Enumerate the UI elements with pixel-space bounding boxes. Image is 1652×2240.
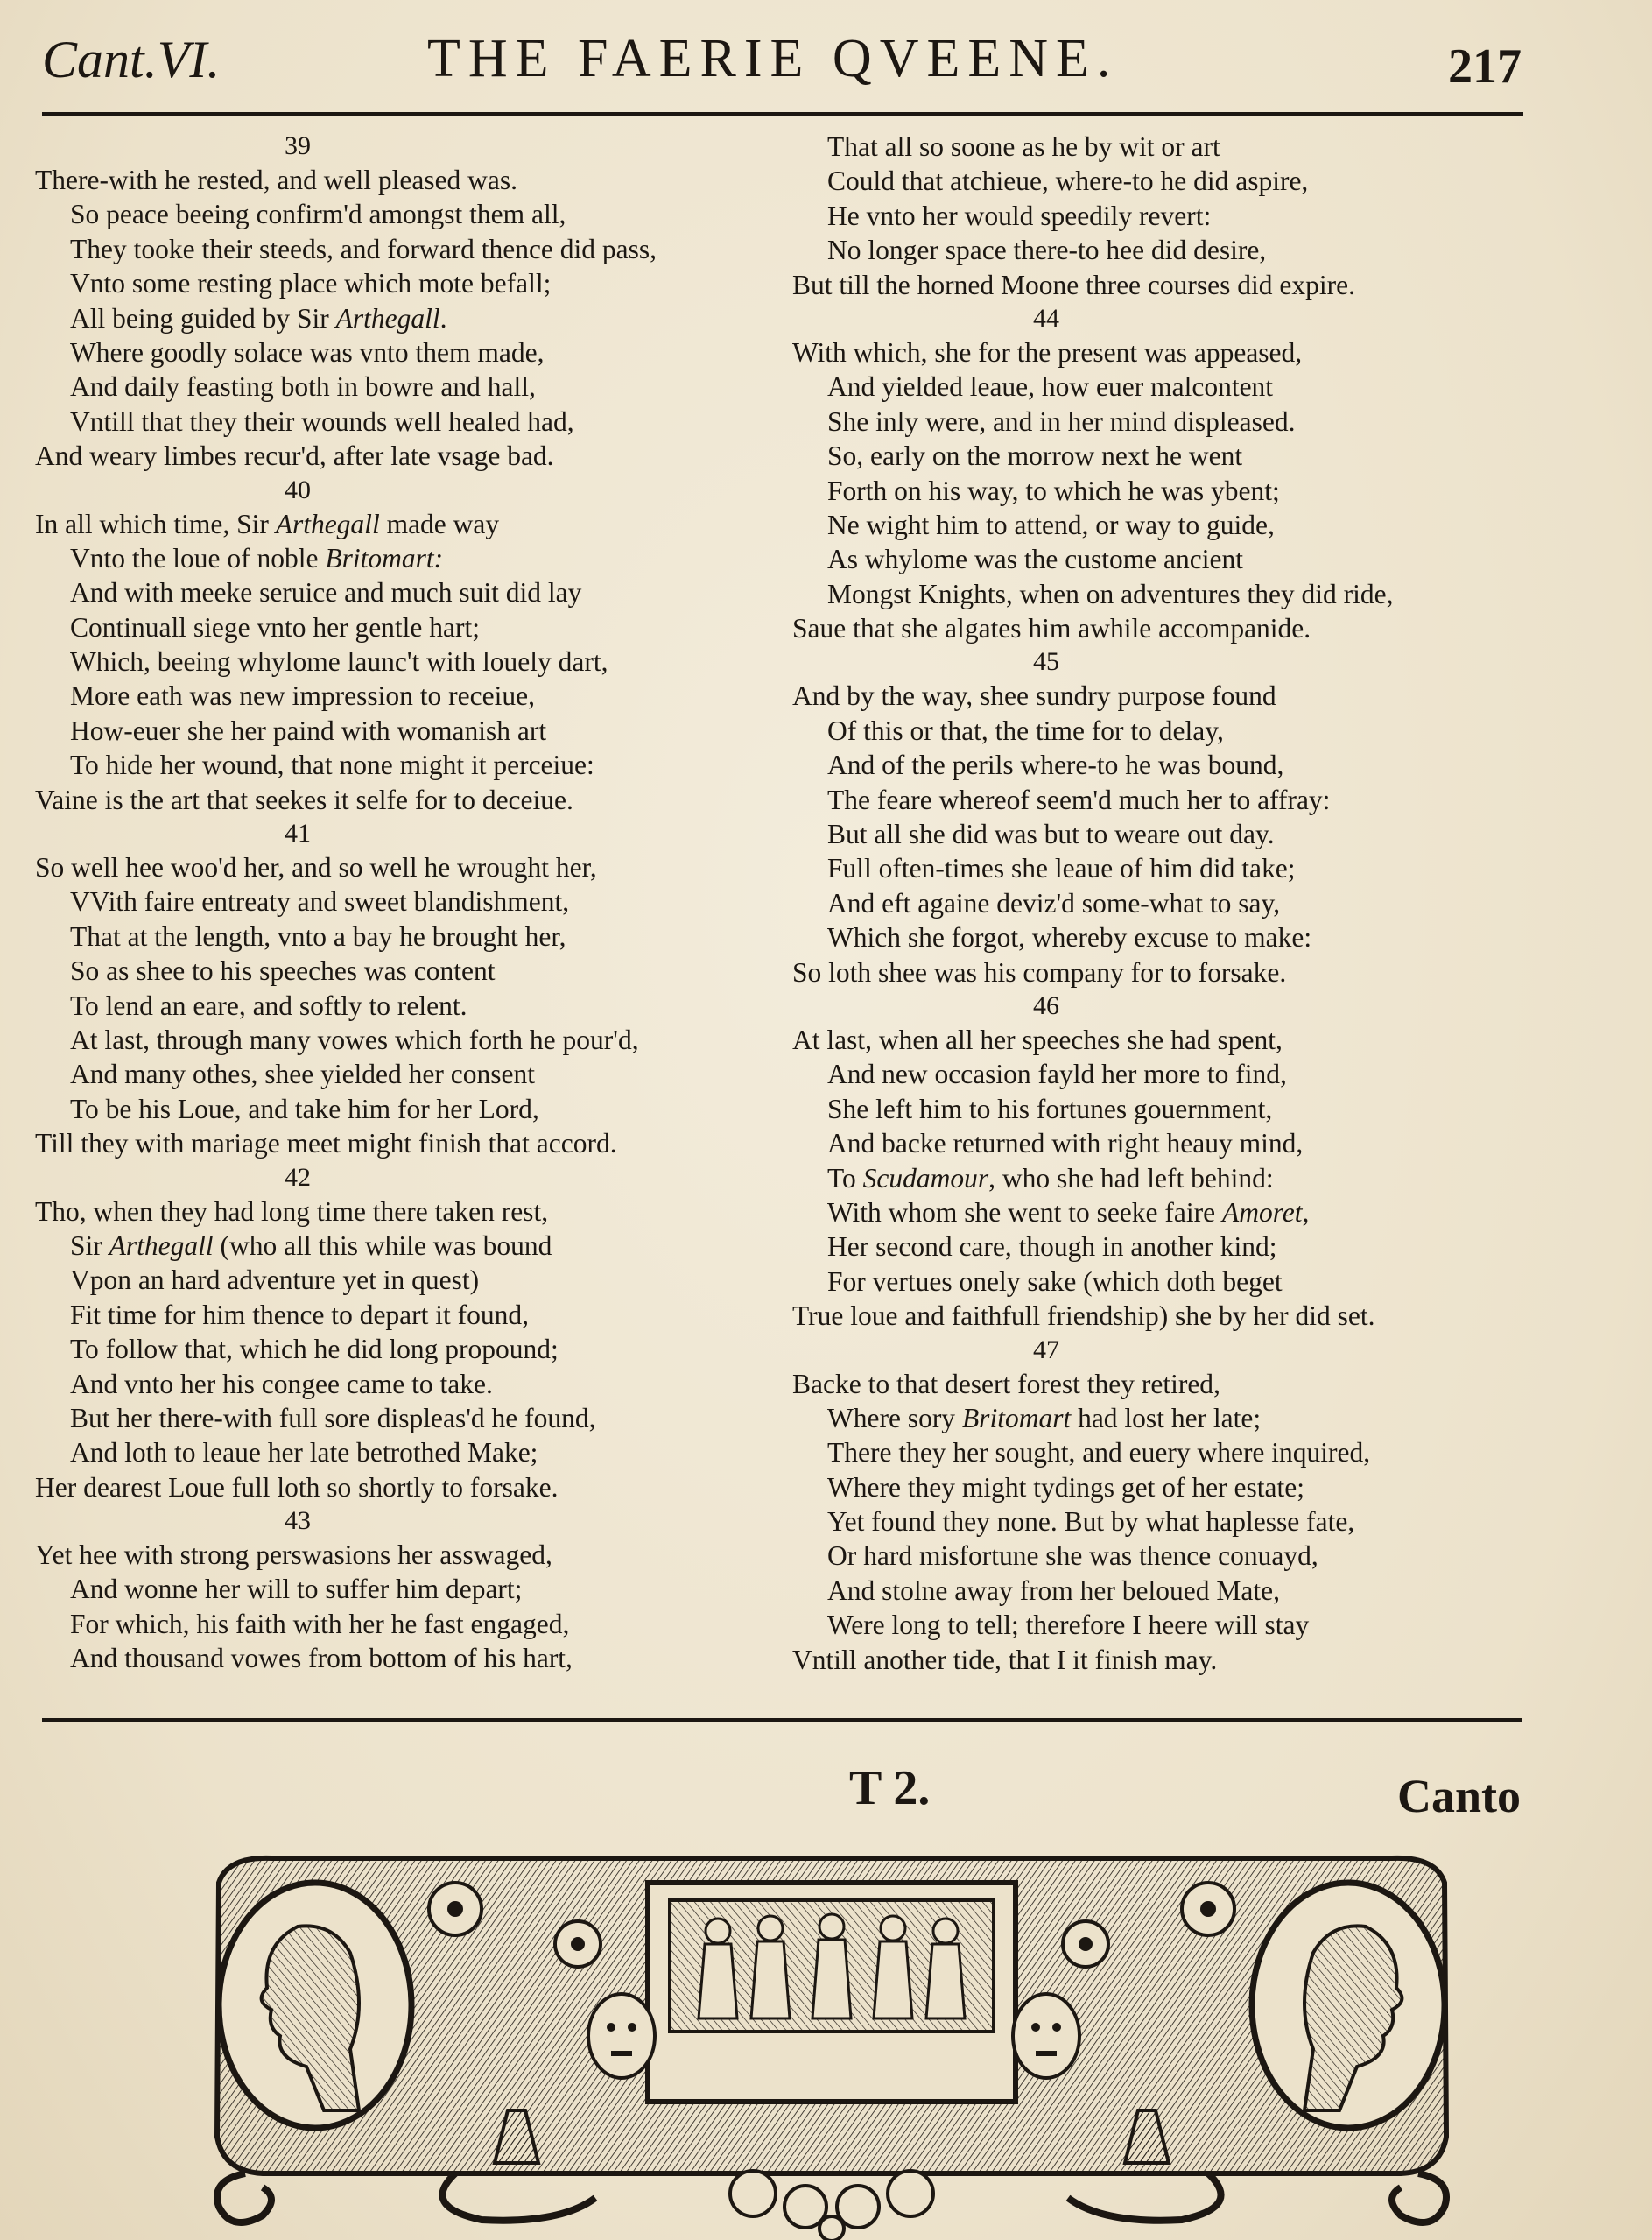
verse-line	[792, 405, 1545, 439]
page-number: 217	[1448, 39, 1522, 94]
verse-line	[792, 370, 1545, 404]
verse-text: Vntill that they their wounds well healed had,	[70, 405, 574, 437]
verse-line	[35, 1057, 788, 1091]
verse-line	[792, 439, 1545, 473]
verse-text: VVith faire entreaty and sweet blandishment,	[70, 886, 570, 918]
verse-line	[792, 1299, 1545, 1333]
verse-line	[35, 335, 788, 370]
verse-text: But her there-with full sore displeas'd he found,	[70, 1402, 596, 1433]
verse-text: Ne wight him to attend, or way to guide,	[827, 509, 1275, 540]
verse-text: To	[827, 1162, 863, 1194]
verse-text: At last, through many vowes which forth he pour'd,	[70, 1024, 639, 1055]
verse-line	[35, 989, 788, 1023]
catchword: Canto	[1396, 1770, 1521, 1822]
verse-text: To hide her wound, that none might it perceiue:	[70, 750, 594, 781]
verse-text: Where sory	[827, 1402, 962, 1433]
stanza-number: 45	[1033, 647, 1059, 677]
verse-line	[35, 1023, 788, 1057]
verse-line	[35, 1470, 788, 1504]
verse-text: And by the way, shee sundry purpose found	[792, 680, 1276, 712]
verse-line	[792, 955, 1545, 990]
verse-text: Vpon an hard adventure yet in quest)	[70, 1264, 480, 1296]
verse-text: That all so soone as he by wit or art	[827, 131, 1220, 162]
verse-text: Tho, when they had long time there taken rest,	[35, 1195, 549, 1227]
verse-line	[792, 886, 1545, 920]
verse-line	[35, 370, 788, 404]
verse-text: Yet found they none. But by what haplesse fate,	[827, 1506, 1355, 1538]
verse-text: The feare whereof seem'd much her to affray:	[827, 784, 1331, 815]
verse-line	[792, 1126, 1545, 1160]
verse-line	[35, 679, 788, 713]
verse-text: .	[439, 302, 447, 334]
verse-line	[792, 783, 1545, 817]
verse-text: Mongst Knights, when on adventures they did ride,	[827, 578, 1394, 609]
verse-text: And weary limbes recur'd, after late vsage bad.	[35, 440, 554, 472]
right-text-column	[792, 130, 1545, 1677]
proper-name: Scudamour	[862, 1162, 989, 1194]
woodcut-ornament-icon	[193, 1848, 1471, 2240]
verse-line	[35, 1229, 788, 1263]
verse-text: And loth to leaue her late betrothed Make;	[70, 1437, 538, 1469]
verse-text: He vnto her would speedily revert:	[827, 200, 1212, 231]
verse-text: At last, when all her speeches she had spent,	[792, 1024, 1283, 1055]
verse-text: And of the perils where-to he was bound,	[827, 750, 1284, 781]
verse-line	[35, 197, 788, 231]
verse-line	[792, 1435, 1545, 1469]
stanza-number: 47	[1033, 1335, 1059, 1364]
verse-text: had lost her late;	[1071, 1402, 1262, 1433]
verse-line	[35, 266, 788, 300]
verse-text: They tooke their steeds, and forward thence did pass,	[70, 233, 657, 264]
verse-text: Could that atchieue, where-to he did aspire,	[827, 166, 1309, 197]
proper-name: Arthegall	[275, 508, 380, 539]
verse-text: There-with he rested, and well pleased was.	[35, 165, 518, 195]
verse-line	[792, 474, 1545, 508]
verse-text: made way	[379, 508, 500, 539]
verse-line	[35, 1641, 788, 1675]
verse-line	[792, 268, 1545, 302]
verse-text: And new occasion fayld her more to find,	[827, 1059, 1287, 1090]
left-text-column	[35, 130, 788, 1676]
verse-text: So as shee to his speeches was content	[70, 955, 496, 987]
verse-line	[792, 851, 1545, 885]
verse-line	[35, 1263, 788, 1297]
verse-text: Saue that she algates him awhile accompanide.	[792, 613, 1311, 645]
verse-line	[35, 919, 788, 954]
verse-text: And with meeke seruice and much suit did lay	[70, 577, 582, 609]
verse-text: And wonne her will to suffer him depart;	[70, 1574, 523, 1605]
verse-text: Where goodly solace was vnto them made,	[70, 336, 545, 368]
verse-text: No longer space there-to hee did desire,	[827, 235, 1267, 266]
book-title: THE FAERIE QVEENE.	[427, 29, 1119, 88]
verse-text: More eath was new impression to receiue,	[70, 680, 535, 712]
verse-line	[792, 1574, 1545, 1608]
verse-line	[35, 405, 788, 439]
running-head	[42, 25, 1522, 103]
verse-line	[792, 1643, 1545, 1677]
verse-line	[792, 1470, 1545, 1504]
verse-text: To follow that, which he did long propound;	[70, 1334, 559, 1365]
verse-text: So loth shee was his company for to forsake.	[792, 956, 1287, 988]
verse-text: She inly were, and in her mind displeased.	[827, 405, 1296, 437]
stanza-number: 40	[285, 475, 311, 504]
section-rule	[42, 1718, 1522, 1722]
verse-text: (who all this while was bound	[213, 1229, 552, 1261]
verse-text: Vaine is the art that seekes it selfe for to deceiue.	[35, 784, 573, 815]
proper-name: Britomart	[961, 1402, 1072, 1433]
verse-text: And many othes, shee yielded her consent	[70, 1059, 535, 1090]
verse-line	[35, 301, 788, 335]
verse-text: Which she forgot, whereby excuse to make:	[827, 922, 1312, 954]
verse-text: All being guided by Sir	[70, 302, 336, 334]
verse-text: True loue and faithfull friendship) she by her did set.	[792, 1300, 1375, 1332]
verse-text: Backe to that desert forest they retired,	[792, 1368, 1220, 1399]
verse-text: Her dearest Loue full loth so shortly to forsake.	[35, 1471, 559, 1503]
verse-text: And thousand vowes from bottom of his hart,	[70, 1643, 573, 1674]
verse-line	[792, 1401, 1545, 1435]
verse-text: How-euer she her paind with womanish art	[70, 715, 547, 746]
verse-line	[792, 1504, 1545, 1539]
verse-line	[35, 1435, 788, 1469]
verse-text: But all she did was but to weare out day.	[827, 819, 1275, 850]
verse-line	[792, 508, 1545, 542]
verse-text: So peace beeing confirm'd amongst them all,	[70, 199, 566, 230]
verse-line	[35, 748, 788, 782]
verse-line	[35, 1298, 788, 1332]
verse-text: Which, beeing whylome launc't with louely dart,	[70, 646, 608, 678]
verse-text: And backe returned with right heauy mind,	[827, 1128, 1304, 1159]
verse-text: She left him to his fortunes gouernment,	[827, 1093, 1273, 1124]
verse-text: With which, she for the present was appeased,	[792, 336, 1303, 368]
proper-name: Arthegall	[109, 1229, 214, 1261]
verse-line	[792, 199, 1545, 233]
verse-text: But till the horned Moone three courses did expire.	[792, 269, 1355, 300]
verse-line	[35, 1126, 788, 1160]
verse-text: And daily feasting both in bowre and hall,	[70, 371, 536, 403]
verse-line	[792, 920, 1545, 954]
verse-text: With whom she went to seeke faire	[827, 1196, 1222, 1228]
verse-line	[792, 1608, 1545, 1642]
verse-line	[792, 817, 1545, 851]
verse-text: Her second care, though in another kind;	[827, 1231, 1277, 1263]
verse-line	[35, 1401, 788, 1435]
verse-text: To be his Loue, and take him for her Lord,	[70, 1093, 539, 1124]
verse-line	[35, 163, 788, 197]
verse-line	[792, 233, 1545, 267]
verse-line	[35, 954, 788, 988]
stanza-number: 39	[285, 131, 311, 160]
verse-line	[792, 542, 1545, 576]
verse-line	[35, 575, 788, 609]
verse-line	[35, 232, 788, 266]
verse-text: For vertues onely sake (which doth beget	[827, 1265, 1283, 1297]
verse-line	[35, 850, 788, 884]
verse-text: There they her sought, and euery where inquired,	[827, 1437, 1371, 1469]
verse-text: In all which time, Sir	[35, 508, 276, 539]
verse-line	[792, 577, 1545, 611]
verse-line	[792, 1092, 1545, 1126]
verse-text: Vnto some resting place which mote befall;	[70, 268, 552, 299]
stanza-number: 42	[285, 1162, 311, 1192]
verse-line	[35, 884, 788, 919]
verse-line	[792, 335, 1545, 370]
verse-line	[792, 130, 1545, 164]
verse-text: Forth on his way, to which he was ybent;	[827, 475, 1280, 506]
verse-text: Full often-times she leaue of him did take;	[827, 853, 1296, 884]
verse-line	[35, 1092, 788, 1126]
verse-text: For which, his faith with her he fast engaged,	[70, 1608, 570, 1639]
verse-line	[792, 1195, 1545, 1229]
verse-text: And yielded leaue, how euer malcontent	[827, 371, 1274, 403]
verse-line	[792, 1161, 1545, 1195]
verse-line	[792, 1367, 1545, 1401]
signature-mark: T 2.	[849, 1761, 931, 1815]
verse-line	[35, 507, 788, 541]
verse-text: So well hee woo'd her, and so well he wrought her,	[35, 852, 597, 884]
verse-text: And vnto her his congee came to take.	[70, 1368, 493, 1399]
verse-text: So, early on the morrow next he went	[827, 440, 1243, 472]
stanza-number: 46	[1033, 990, 1059, 1020]
verse-text: ,	[1302, 1196, 1310, 1228]
verse-text: That at the length, vnto a bay he brought her,	[70, 920, 566, 952]
verse-text: Of this or that, the time for to delay,	[827, 715, 1224, 746]
verse-text: And eft againe deviz'd some-what to say,	[827, 887, 1281, 919]
verse-text: Sir	[70, 1229, 109, 1261]
verse-line	[792, 164, 1545, 198]
verse-line	[792, 1229, 1545, 1264]
verse-line	[35, 783, 788, 817]
verse-line	[35, 645, 788, 679]
verse-line	[35, 439, 788, 473]
verse-text: To lend an eare, and softly to relent.	[70, 990, 467, 1021]
verse-line	[35, 1538, 788, 1572]
verse-text: Till they with mariage meet might finish that accord.	[35, 1128, 617, 1159]
stanza-number: 44	[1033, 303, 1059, 333]
proper-name: Amoret	[1221, 1196, 1303, 1228]
canto-label: Cant.VI.	[42, 31, 221, 88]
verse-line	[35, 1367, 788, 1401]
verse-line	[35, 1572, 788, 1606]
verse-text: Where they might tydings get of her estate;	[827, 1471, 1304, 1503]
verse-line	[792, 714, 1545, 748]
verse-text: Vntill another tide, that I it finish may.	[792, 1644, 1218, 1675]
verse-line	[792, 1023, 1545, 1057]
proper-name: Arthegall	[335, 302, 440, 334]
verse-line	[792, 1057, 1545, 1091]
verse-text: , who she had left behind:	[988, 1162, 1274, 1194]
stanza-number: 43	[285, 1506, 311, 1536]
verse-text: Were long to tell; therefore I heere will stay	[827, 1610, 1310, 1641]
verse-text: Or hard misfortune she was thence conuayd,	[827, 1540, 1318, 1572]
verse-line	[35, 541, 788, 575]
verse-line	[35, 1607, 788, 1641]
verse-text: Fit time for him thence to depart it found,	[70, 1299, 530, 1330]
verse-text: And stolne away from her beloued Mate,	[827, 1574, 1280, 1606]
verse-line	[35, 1194, 788, 1229]
header-rule	[42, 112, 1523, 116]
verse-text: Yet hee with strong perswasions her asswaged,	[35, 1539, 552, 1571]
verse-text: Continuall siege vnto her gentle hart;	[70, 611, 481, 643]
proper-name: Britomart:	[325, 542, 444, 574]
verse-line	[35, 1332, 788, 1366]
verse-text: Vnto the loue of noble	[70, 542, 326, 574]
verse-line	[792, 611, 1545, 645]
verse-line	[35, 610, 788, 645]
verse-line	[792, 748, 1545, 782]
stanza-number: 41	[285, 819, 311, 849]
verse-line	[35, 714, 788, 748]
verse-line	[792, 1539, 1545, 1573]
verse-line	[792, 1264, 1545, 1299]
verse-line	[792, 679, 1545, 713]
verse-text: As whylome was the custome ancient	[827, 544, 1244, 575]
